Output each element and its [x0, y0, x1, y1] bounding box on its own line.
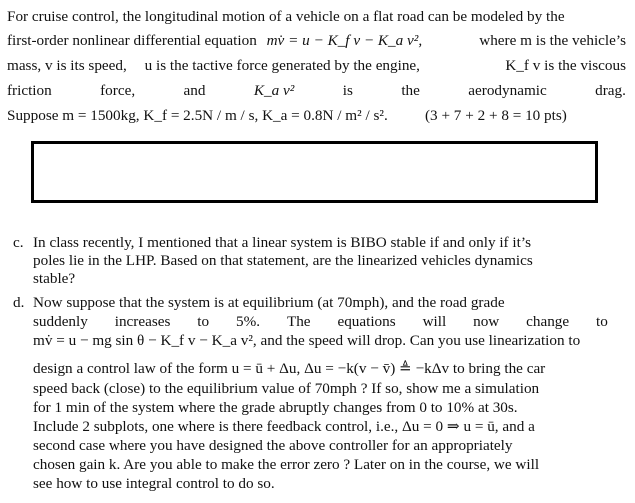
dynamics-equation: mv̇ = u − K_f v − K_a v², [266, 32, 423, 49]
redacted-region [31, 141, 598, 203]
question-c [13, 234, 613, 288]
question-d-line: chosen gain k. Are you able to make the error zero ? Later on in the course, we will [33, 456, 540, 473]
question-c-line: stable? [33, 270, 76, 287]
intro-line-2: first-order nonlinear differential equation mv̇ = u − K_f v − K_a v², where m is the vehicle’s [7, 32, 626, 49]
question-d-line: see how to use integral control to do so. [33, 475, 275, 492]
intro-line-1: For cruise control, the longitudinal motion of a vehicle on a flat road can be modeled by the [7, 8, 565, 25]
intro-line-5 [7, 107, 626, 125]
question-d-line: for 1 min of the system where the grade abruptly changes from 0 to 10% at 30s. [33, 399, 518, 416]
intro-line-4: friction force, and K_a v² is the aerodynamic drag. [7, 82, 626, 99]
question-d-line: Include 2 subplots, one where is there feedback control, i.e., Δu = 0 ⇒ u = ū, and a [33, 418, 535, 435]
question-d-line: second case where you have designed the above controller for an appropriately [33, 437, 513, 454]
question-c-line: poles lie in the LHP. Based on that statement, are the linearized vehicles dynamics [33, 252, 533, 269]
question-d-label: d. [13, 294, 25, 311]
points-breakdown: (3 + 7 + 2 + 8 = 10 pts) [425, 107, 567, 124]
parameter-values: Suppose m = 1500kg, K_f = 2.5N / m / s, K_a = 0.8N / m² / s². [7, 107, 388, 124]
question-c-label: c. [13, 234, 24, 251]
question-d-line: mv̇ = u − mg sin θ − K_f v − K_a v², and the speed will drop. Can you use linearization to [33, 332, 581, 349]
question-d-line: speed back (close) to the equilibrium value of 70mph ? If so, show me a simulation [33, 380, 540, 397]
intro-line-3: mass, v is its speed, u is the tactive force generated by the engine, K_f v is the viscous [7, 57, 626, 74]
question-d-line: suddenly increases to 5%. The equations will now change to [33, 313, 608, 330]
question-c-line: In class recently, I mentioned that a linear system is BIBO stable if and only if it’s [33, 234, 531, 251]
question-d-line: Now suppose that the system is at equilibrium (at 70mph), and the road grade [33, 294, 505, 311]
question-d-line: design a control law of the form u = ū + Δu, Δu = −k(v − v̄) ≜ −kΔv to bring the car [33, 360, 546, 377]
